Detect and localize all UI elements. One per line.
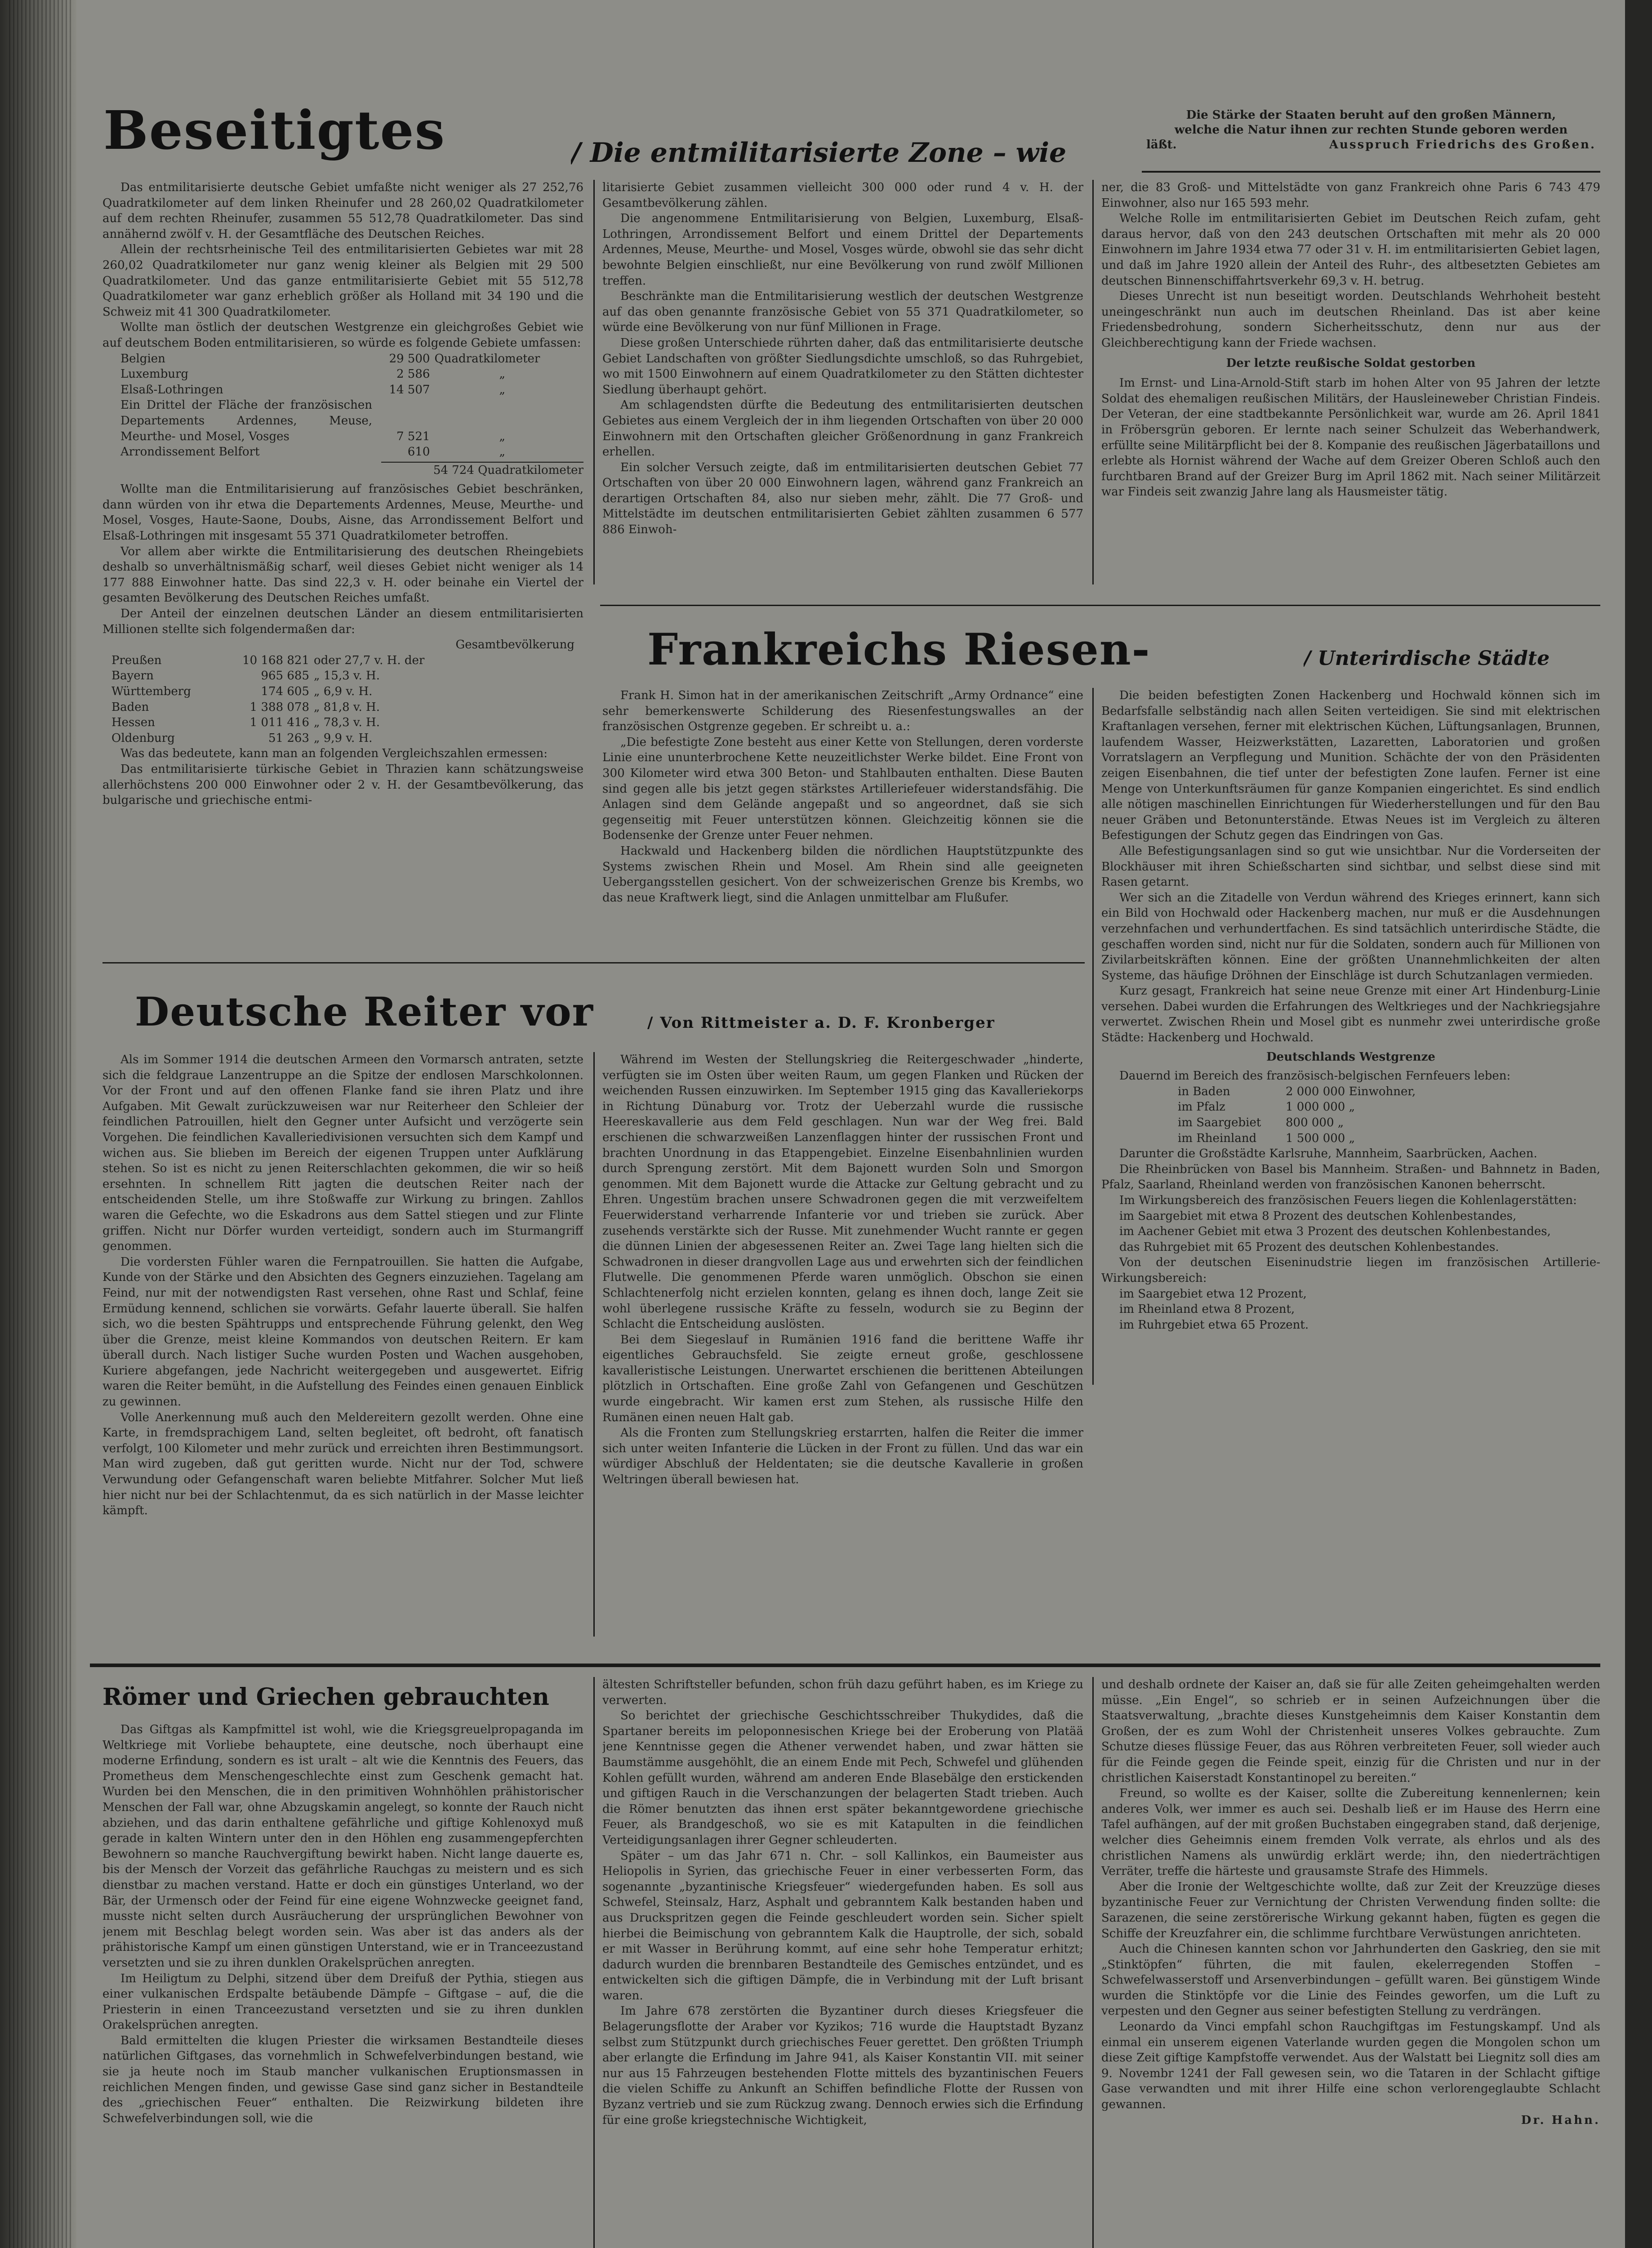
- population-row: [111, 653, 429, 669]
- column-rule: [1092, 688, 1094, 1385]
- article4-paragraph: So berichtet der griechische Geschichtsschreiber Thukydides, daß die Spartaner bereits im peloponnesischen Kriege bei der Eroberung von Platää jene Kenntnisse gegen die Athener verwendet haben, und zwar hätten sie Baumstämme ausgehöhlt, die an einem Ende mit Pech, Schwefel und glühenden Kohlen gefüllt wurden, während am anderen Ende Blasebälge den erstickenden und giftigen Rauch in die Verschanzungen der belagerten Stadt trieben. Auch die Römer benutzten das ihnen erst später bekanntgewordene griechische Feuer, als Brandgeschoß, wo sie es mit Katapulten in die feindlichen Verteidigungsanlagen ihrer Gegner schleuderten.: [602, 1709, 1083, 1847]
- article1-paragraph: Dieses Unrecht ist nun beseitigt worden. Deutschlands Wehrhoheit besteht uneingeschränkt nun auch im deutschen Rheinland. Das ist aber keine Friedensbedrohung, sondern Sicherheitsschutz, denn nur aus der Gleichberechtigung kann der Friede wachsen.: [1101, 290, 1600, 350]
- state-percent: „ 9,9 v. H.: [314, 731, 373, 745]
- article1-paragraph: Das entmilitarisierte türkische Gebiet in Thrazien kann schätzungsweise allerhöchstens 200 000 Einwohner oder 2 v. H. der Gesamtbevölkerung, das bulgarische und griechische entmi-: [102, 762, 583, 807]
- top-quote-last-row: [1142, 138, 1600, 152]
- article1-paragraph: Wollte man östlich der deutschen Westgrenze ein gleichgroßes Gebiet wie auf deutschem Boden entmilitarisieren, so würde es folgende Gebiete umfassen:: [102, 321, 583, 350]
- article3-paragraph: Während im Westen der Stellungskrieg die Reitergeschwader „hinderte, verfügten sie im Osten über weiten Raum, um gegen Flanken und Rücken der weichenden Russen einzuwirken. Im September 1915 ging das Kavalleriekorps in Richtung Dünaburg vor. Trotz der Ueberzahl wurde die russische Heereskavallerie aus dem Feld geschlagen. Nun war der Weg frei. Bald erschienen die schwarzweißen Lanzenflaggen hinter der russischen Front und brachten Unordnung in das Etappengebiet. Einzelne Eisenbahnlinien wurden durch Sprengung zerstört. Mit dem Bajonett wurden Soln und Smorgon genommen. Mit dem Bajonett wurde die Attacke zur Geltung gebracht und zu Ehren. Ungestüm brachen unsere Schwadronen gegen die mit verzweifeltem Feuerwiderstand verharrende Infanterie vor und trieben sie zurück. Aber zusehends verstärkte sich der Russe. Mit zunehmender Wucht rannte er gegen die dünnen Linien der abgesessenen Reiter an. Zwei Tage lang hielten sich die Schwadronen in dieser drangvollen Lage aus und erwehrten sich der feindlichen Flutwelle. Die genommenen Pferde waren unmöglich. Obschon sie einen Schlachtenerfolg nicht erzielen konnten, gelang es ihnen doch, lange Zeit sie wohl überlegene russische Kräfte zu fesseln, wodurch sie zu Beginn der Schlacht die Entscheidung auslösten.: [602, 1053, 1083, 1331]
- article4-paragraph: Bald ermittelten die klugen Priester die wirksamen Bestandteile dieses natürlichen Giftgases, das vornehmlich in Schwefelverbindungen bestand, wie sie ja heute noch im Staub mancher vulkanischen Eruptionsmassen in reichlichen Mengen finden, und gewisse Gase sind ganz sicher in Bestandteile des „griechischen Feuer“ enthalten. Die Reizwirkung bildeten ihre Schwefelverbindungen soll, wie die: [102, 2034, 583, 2125]
- border-title: Deutschlands Westgrenze: [1266, 1050, 1435, 1064]
- article1-paragraph: Diese großen Unterschiede rührten daher, daß das entmilitarisierte deutsche Gebiet Landschaften von größter Siedlungsdichte umschloß, so das Ruhrgebiet, wo mit 1500 Einwohnern auf einem Quadratkilometer zu den Stätten dichtester Siedlung überhaupt gehört.: [602, 336, 1083, 397]
- article3-paragraph: Die vordersten Fühler waren die Fernpatrouillen. Sie hatten die Aufgabe, Kunde von der Stärke und den Absichten des Gegners einzuziehen. Tagelang am Feind, nur mit der notwendigsten Rast versehen, ohne Rast und Schlaf, feine Ermüdung kennend, schlichen sie vorwärts. Gefahr lauerte überall. Sie halfen sich, wo die besten Spähtrupps und entsprechende Führung gelenkt, den Weg über die Grenze, meist kleine Kommandos von deutschen Reitern. Er kam überall durch. Nach listiger Suche wurden Posten und Wachen ausgehoben, Kuriere abgefangen, jede Nachricht weitergegeben und ausgewertet. Eifrig waren die Reiter bemüht, in die Aufstellung des Feindes einen genauen Einblick zu gewinnen.: [102, 1255, 583, 1409]
- area-table: [120, 351, 574, 460]
- article1-headline: Beseitigtes: [103, 99, 445, 161]
- article3-column1: [102, 1052, 583, 1637]
- border-region: im Rheinland: [1178, 1131, 1257, 1145]
- article2-paragraph: Kurz gesagt, Frankreich hat seine neue Grenze mit einer Art Hindenburg-Linie versehen. Dabei wurden die Erfahrungen des Weltkrieges und der Nachkriegsjahre verwertet. Zwischen Rhein und Mosel gibt es nunmehr zwei unterirdische große Städte: Hackenberg und Hochwald.: [1101, 984, 1600, 1045]
- article1-paragraph: litarisierte Gebiet zusammen vielleicht 300 000 oder rund 4 v. H. der Gesamtbevölkerung zählen.: [602, 181, 1083, 210]
- article2-column1: [602, 688, 1083, 980]
- border-value: 1 000 000 „: [1286, 1100, 1355, 1114]
- column-rule: [1092, 180, 1094, 584]
- article4-paragraph: Im Heiligtum zu Delphi, sitzend über dem Dreifuß der Pythia, stiegen aus einer vulkanischen Erdspalte betäubende Dämpfe – Giftgase – auf, die die Priesterin in einen Tranceezustand versetzten und sie zu ihren dunklen Orakelsprüchen anregten.: [102, 1971, 583, 2032]
- article4-paragraph: Auch die Chinesen kannten schon vor Jahrhunderten den Gaskrieg, den sie mit „Stinktöpfen“ führten, die mit faulen, ekelerregenden Stoffen – Schwefelwasserstoff und Arsenverbindungen – gefüllt waren. Bei günstigem Winde wurden die Stinktöpfe vor die Linie des Feindes geworfen, um die Luft zu verpesten und den Gegner aus seiner befestigten Stellung zu verdrängen.: [1101, 1942, 1600, 2018]
- article1-column3: [1101, 180, 1600, 602]
- border-value: 1 500 000 „: [1286, 1131, 1355, 1145]
- article2-paragraph: Alle Befestigungsanlagen sind so gut wie unsichtbar. Nur die Vorderseiten der Blockhäuser mit ihren Schießscharten sind sichtbar, und selbst diese sind mit Rasen getarnt.: [1101, 844, 1600, 889]
- coal-item: im Aachener Gebiet mit etwa 3 Prozent des deutschen Kohlenbestandes,: [1119, 1225, 1551, 1239]
- article4-paragraph: Leonardo da Vinci empfahl schon Rauchgiftgas im Festungskampf. Und als einmal ein unserem eigenen Vaterlande wurden gegen die Mongolen schon um diese Zeit giftige Kampfstoffe verwendet. Aus der Walstatt bei Liegnitz soll dies am 9. Novembr 1241 der Fall gewesen sein, wo die Tataren in der Schlacht giftige Gase verwandten und mit ihrer Hilfe eine schon verlorengeglaubte Schlacht gewannen.: [1101, 2020, 1600, 2112]
- population-row: [111, 731, 429, 746]
- border-intro: Dauernd im Bereich des französisch-belgischen Fernfeuers leben:: [1119, 1069, 1511, 1083]
- area-row: [120, 397, 574, 444]
- coal-item: im Saargebiet mit etwa 8 Prozent des deutschen Kohlenbestandes,: [1119, 1209, 1517, 1223]
- article3-subheadline: / Von Rittmeister a. D. F. Kronberger: [647, 1014, 995, 1032]
- book-binding: [0, 0, 76, 2248]
- article4-column3: [1101, 1677, 1600, 2248]
- soldier-article-title: Der letzte reußische Soldat gestorben: [1226, 356, 1476, 370]
- area-total: 54 724 Quadratkilometer: [381, 462, 583, 478]
- area-unit: „: [499, 445, 505, 459]
- border-value: 2 000 000 Einwohner,: [1286, 1084, 1416, 1098]
- article3-headline: Deutsche Reiter vor: [135, 988, 594, 1035]
- state-percent: oder 27,7 v. H. der: [314, 653, 425, 667]
- article3-paragraph: Volle Anerkennung muß auch den Meldereitern gezollt werden. Ohne eine Karte, in fremdsprachigem Land, selten begleitet, oft bedroht, oft fanatisch verfolgt, 100 Kilometer und mehr zurück und erreichten ihren Bestimmungsort. Man wird zugeben, daß gut geritten wurde. Nicht nur der Tod, schwere Verwundung oder Gefangenschaft waren beliebte Mitfahrer. Solcher Mut ließ hier nicht nur bei der Schlachtenmut, da es sich natürlich in der Masse leichter kämpft.: [102, 1410, 583, 1518]
- article2-paragraph: Wer sich an die Zitadelle von Verdun während des Krieges erinnert, kann sich ein Bild von Hochwald oder Hackenberg machen, nur muß er die Ausdehnungen verzehnfachen und verhundertfachen. Es sind tatsächlich unterirdische Städte, die geschaffen worden sind, nicht nur für die Soldaten, sondern auch für Millionen von Zivilarbeitskräften können. Eine der größten Unannehmlichkeiten der alten Systeme, das häufige Dröhnen der Einschläge ist durch Schutzanlagen vermieden.: [1101, 891, 1600, 982]
- area-unit: „: [499, 383, 505, 397]
- area-value: 2 586: [396, 367, 430, 381]
- article2-paragraph: Die beiden befestigten Zonen Hackenberg und Hochwald können sich im Bedarfsfalle selbständig nach allen Seiten verteidigen. Sie sind mit elektrischen Kraftanlagen versehen, ferner mit elektrischen Küchen, Lüftungsanlagen, Brunnen, laufendem Wasser, Heizwerkstätten, Lazaretten, Laboratorien und großen Vorratslagern an Verpflegung und Munition. Schächte der von den Präsidenten zeigen Eisenbahnen, die tief unter der befestigten Zone laufen. Ferner ist eine Menge von Unterkunftsräumen für ganze Kompanien eingerichtet. Es sind endlich alle nötigen maschinellen Einrichtungen für Wiederherstellungen und für den Bau neuer Gräben und Betonunterstände. Etwas Neues ist im Vergleich zu älteren Befestigungen der Schutz gegen das Eindringen von Gas.: [1101, 689, 1600, 843]
- article2-paragraph: Von der deutschen Eiseninudstrie liegen im französischen Artillerie-Wirkungsbereich:: [1101, 1256, 1600, 1285]
- border-table: [1178, 1084, 1420, 1146]
- article3-paragraph: Bei dem Siegeslauf in Rumänien 1916 fand die berittene Waffe ihr eigentliches Gebrauchsfeld. Sie zeigte erneut große, geschlossene kavalleristische Leistungen. Unerwartet erschienen die berittenen Abteilungen plötzlich in Ortschaften. Eine große Zahl von Gefangenen und Geschützen wurde eingebracht. Wir kamen erst zum Stehen, als russische Hilfe den Rumänen einen neuen Halt gab.: [602, 1333, 1083, 1424]
- state-percent: „ 81,8 v. H.: [314, 700, 380, 714]
- state-name: Baden: [111, 700, 149, 714]
- area-row: [120, 444, 574, 460]
- article2-paragraph: Im Wirkungsbereich des französischen Feuers liegen die Kohlenlagerstätten:: [1119, 1194, 1577, 1207]
- border-row: [1178, 1099, 1420, 1115]
- article3-paragraph: Als die Fronten zum Stellungskrieg erstarrten, halfen die Reiter die immer sich unter weiten Infanterie die Lücken in der Front zu füllen. Und das war ein würdiger Abschluß der Heldentaten; sie die deutsche Kavallerie in großen Weltringen überall bewiesen hat.: [602, 1426, 1083, 1487]
- article4-paragraph: Später – um das Jahr 671 n. Chr. – soll Kallinkos, ein Baumeister aus Heliopolis in Syrien, das griechische Feuer in einer verbesserten Form, das sogenannte „byzantinische Kriegsfeuer“ wiedergefunden haben. Es soll aus Schwefel, Steinsalz, Harz, Asphalt und gebranntem Kalk bestanden haben und aus Druckspritzen gegen die Feinde geschleudert worden sein. Sicher spielt hierbei die Beimischung von gebranntem Kalk die Hauptrolle, der sich, sobald er mit Wasser in Berührung kommt, auf eine sehr hohe Temperatur erhitzt; dadurch wurden die brennbaren Bestandteile des Gemisches entzündet, und es entwickelten sich die giftigen Dämpfe, die in Verbindung mit der Luft brisant waren.: [602, 1849, 1083, 2003]
- article4-paragraph: Im Jahre 678 zerstörten die Byzantiner durch dieses Kriegsfeuer die Belagerungsflotte der Araber vor Kyzikos; 716 wurde die Hauptstadt Byzanz selbst zum Stützpunkt durch griechisches Feuer gerettet. Den größten Triumph aber erlangte die Erfindung im Jahre 941, als Kaiser Konstantin VII. mit seiner nur aus 15 Fahrzeugen bestehenden Flotte mittels des byzantinischen Feuers die vielen Schiffe zu Ankunft an Schiffen befindliche Flotte der Russen von Byzanz vertrieb und sie zum Rückzug zwang. Dennoch erwies sich die Erfindung für eine große kriegstechnische Wichtigkeit,: [602, 2004, 1083, 2127]
- area-name: Luxemburg: [120, 367, 189, 381]
- column-rule: [593, 180, 595, 584]
- area-value: 610: [407, 445, 430, 459]
- area-name: Elsaß-Lothringen: [120, 383, 223, 397]
- article4-column2: [602, 1677, 1083, 2248]
- state-value: 10 168 821: [242, 653, 309, 667]
- state-value: 174 605: [261, 685, 309, 698]
- column-rule: [593, 1052, 595, 1637]
- area-unit: „: [499, 367, 505, 381]
- state-value: 965 685: [261, 669, 309, 683]
- population-row: [111, 715, 429, 731]
- article1-subheadline: / Die entmilitarisierte Zone – wie: [571, 137, 1067, 169]
- article1-paragraph: Was das bedeutete, kann man an folgenden Vergleichszahlen ermessen:: [120, 747, 548, 761]
- state-name: Preußen: [111, 653, 162, 667]
- soldier-article-body: Im Ernst- und Lina-Arnold-Stift starb im hohen Alter von 95 Jahren der letzte Soldat des ehemaligen reußischen Militärs, der Hausleineweber Christian Findeis. Der Veteran, der eine stadtbekannte Persönlichkeit war, wurde am 26. April 1841 in Fröbersgrün geboren. Er lernte nach seiner Schulzeit das Weberhandwerk, erfüllte seine Militärpflicht bei der 8. Kompanie des reußischen Jägerbataillons und erlebte als Hornist während der Wache auf dem Greizer Oberen Schloß auch den furchtbaren Brand auf der Greizer Burg im April 1862 mit. Nach seiner Militärzeit war Findeis seit zwanzig Jahre lang als Hausmeister tätig.: [1101, 376, 1600, 499]
- area-row: [120, 351, 574, 367]
- top-quote-line2: welche die Natur ihnen zur rechten Stunde geboren werden: [1174, 123, 1568, 137]
- article4-paragraph: Das Giftgas als Kampfmittel ist wohl, wie die Kriegsgreuelpropaganda im Weltkriege mit Vorliebe behauptete, eine deutsche, noch überhaupt eine moderne Erfindung, sondern es ist uralt – alt wie die Kenntnis des Feuers, das Prometheus dem Menschengeschlechte einst zum Geschenk gemacht hat. Wurden bei den Menschen, die in den primitiven Wohnhöhlen prähistorischer Menschen der Fall war, ohne Abzugskamin angelegt, so konnte der Rauch nicht abziehen, und das darin enthaltene gefährliche und giftige Kohlenoxyd muß gerade in kalten Wintern unter den in den Höhlen eng zusammengepferchten Bewohnern so manche Rauchvergiftung bewirkt haben. Nicht lange dauerte es, bis der Mensch der Vorzeit das gefährliche Rauchgas zu meistern und es sich dienstbar zu machen verstand. Hatte er doch ein günstiges Unterland, wo der Bär, der Urmensch oder der Feind für eine eigene Wohnzwecke geeignet fand, musste nicht selten durch Ausräucherung der ursprünglichen Bewohner von jenem mit Beschlag belegt worden sein. Was aber ist das anders als der prähistorische Kampf um einen günstigen Unterstand, wie er in Tranceezustand versetzten und sie zu ihren dunklen Orakelsprüchen anregten.: [102, 1723, 583, 1970]
- area-value: 7 521: [396, 429, 430, 443]
- border-region: in Baden: [1178, 1084, 1230, 1098]
- iron-list: [1101, 1286, 1600, 1333]
- state-value: 1 011 416: [249, 716, 309, 730]
- article1-column2: [602, 180, 1083, 602]
- article1-paragraph: Der Anteil der einzelnen deutschen Länder an diesem entmilitarisierten Millionen stellte sich folgendermaßen dar:: [102, 607, 583, 636]
- binding-edge-lines: [9, 0, 72, 2248]
- top-quote-line3: läßt.: [1146, 138, 1177, 152]
- article1-paragraph: Die angenommene Entmilitarisierung von Belgien, Luxemburg, Elsaß-Lothringen, Arrondissement Belfort und einem Drittel der Departements Ardennes, Meuse, Meurthe- und Mosel, Vosges würde, obwohl sie das sehr dicht bewohnte Belgien einschließt, nur eine Bevölkerung von rund zwölf Millionen treffen.: [602, 212, 1083, 288]
- state-name: Oldenburg: [111, 731, 175, 745]
- article1-paragraph: Das entmilitarisierte deutsche Gebiet umfaßte nicht weniger als 27 252,76 Quadratkilometer auf dem linken Rheinufer und 28 260,02 Quadratkilometer auf dem rechten Rheinufer, zusammen 55 512,78 Quadratkilometer. Das sind annähernd zwölf v. H. der Gesamtfläche des Deutschen Reiches.: [102, 181, 583, 241]
- top-quote-line1: Die Stärke der Staaten beruht auf den großen Männern,: [1186, 108, 1556, 122]
- article4-paragraph: Aber die Ironie der Weltgeschichte wollte, daß zur Zeit der Kreuzzüge dieses byzantinische Feuer zur Vernichtung der Christen Verwendung finden sollte: die Sarazenen, die seine zerstörerische Wirkung gekannt haben, fügten es gegen die Schiffe der Kreuzfahrer ein, die schlimme furchtbare Verwüstungen anrichteten.: [1101, 1880, 1600, 1940]
- article1-paragraph: Vor allem aber wirkte die Entmilitarisierung des deutschen Rheingebiets deshalb so unverhältnismäßig scharf, weil dieses Gebiet nicht weniger als 14 177 888 Einwohner hatte. Das sind 22,3 v. H. oder beinahe ein Viertel der gesamten Bevölkerung des Deutschen Reiches umfaßt.: [102, 544, 583, 605]
- article2-column2: [1101, 688, 1600, 1389]
- population-row: [111, 684, 429, 700]
- article2-paragraph: Die Rheinbrücken von Basel bis Mannheim. Straßen- und Bahnnetz in Baden, Pfalz, Saarland, Rheinland werden von französischen Kanonen beherrscht.: [1101, 1162, 1600, 1192]
- article4-paragraph: und deshalb ordnete der Kaiser an, daß sie für alle Zeiten geheimgehalten werden müsse. „Ein Engel“, so schrieb er in seinen Aufzeichnungen über die Staatsverwaltung, „brachte dieses Kunstgeheimnis dem Kaiser Konstantin dem Großen, der es zum Wohl der Christenheit unseres Volkes gebrauchte. Zum Schutze dieses flüssige Feuer, das aus Röhren verbreiteten Feuer, soll wieder auch für die Feinde gegen die Feinde speit, einzig für die Christen und nur in der christlichen Kaiserstadt Konstantinopel zu bereiten.“: [1101, 1678, 1600, 1785]
- article1-paragraph: Welche Rolle im entmilitarisierten Gebiet im Deutschen Reich zufam, geht daraus hervor, daß von den 243 deutschen Ortschaften mit mehr als 20 000 Einwohnern im Jahre 1934 etwa 77 oder 31 v. H. im entmilitarisierten Gebiet lagen, und daß im Jahre 1920 allein der Anteil des Ruhr-, des altbesetzten Gebietes am deutschen Binnenschiffahrtsverkehr 69,3 v. H. betrug.: [1101, 212, 1600, 288]
- area-unit: „: [499, 429, 505, 443]
- article4-signature: Dr. Hahn.: [1521, 2113, 1600, 2127]
- area-name: Arrondissement Belfort: [120, 445, 260, 459]
- border-row: [1178, 1131, 1420, 1146]
- article2-paragraph: Darunter die Großstädte Karlsruhe, Mannheim, Saarbrücken, Aachen.: [1119, 1147, 1537, 1161]
- article2-headline: Frankreichs Riesen-: [647, 624, 1151, 675]
- article4-paragraph: Freund, so wollte es der Kaiser, sollte die Zubereitung kennenlernen; kein anderes Volk, wer immer es auch sei. Deshalb ließ er im Hause des Herrn eine Tafel aufhängen, auf der mit großen Buchstaben eingegraben stand, daß derjenige, welcher dies Geheimnis einem fremden Volk verrate, als ehrlos und als des christlichen Namens als unwürdig erklärt werde; ihn, den niederträchtigen Verräter, treffe die härteste und grausamste Strafe des Himmels.: [1101, 1787, 1600, 1878]
- iron-item: im Saargebiet etwa 12 Prozent,: [1119, 1287, 1307, 1301]
- column-rule: [1092, 1677, 1094, 2248]
- article1-paragraph: Am schlagendsten dürfte die Bedeutung des entmilitarisierten deutschen Gebietes aus einem Vergleich der in ihm liegenden Ortschaften von über 20 000 Einwohnern mit den Ortschaften gleicher Größenordnung in ganz Frankreich erhellen.: [602, 398, 1083, 459]
- population-row: [111, 700, 429, 715]
- area-name: Ein Drittel der Fläche der französischen Departements Ardennes, Meuse, Meurthe- und Mosel, Vosges: [120, 398, 372, 443]
- state-name: Bayern: [111, 669, 154, 683]
- article2-paragraph: Hackwald und Hackenberg bilden die nördlichen Hauptstützpunkte des Systems zwischen Rhein und Mosel. Am Rhein sind alle geeigneten Uebergangsstellen gesichert. Von der schweizerischen Grenze bis Krembs, wo das neue Kraftwerk liegt, sind die Anlagen unmittelbar am Flußufer.: [602, 844, 1083, 905]
- article4-paragraph: ältesten Schriftsteller befunden, schon früh dazu geführt haben, es im Kriege zu verwerten.: [602, 1678, 1083, 1707]
- top-quote-attribution: Ausspruch Friedrichs des Großen.: [1329, 138, 1596, 152]
- border-region: im Saargebiet: [1178, 1116, 1261, 1130]
- article2-paragraph: Frank H. Simon hat in der amerikanischen Zeitschrift „Army Ordnance“ eine sehr bemerkenswerte Schilderung des Riesenfestungswalles an der französischen Ostgrenze gegeben. Er schreibt u. a.:: [602, 689, 1083, 734]
- population-header: Gesamtbevölkerung: [455, 638, 574, 652]
- area-unit: Quadratkilometer: [434, 352, 540, 366]
- state-value: 1 388 078: [249, 700, 309, 714]
- article1-paragraph: Allein der rechtsrheinische Teil des entmilitarisierten Gebietes war mit 28 260,02 Quadratkilometer nur ganz wenig kleiner als Belgien mit 29 500 Quadratkilometer. Und das ganze entmilitarisierte Gebiet mit 55 512,78 Quadratkilometer war ganz erheblich größer als Holland mit 34 190 und die Schweiz mit 41 300 Quadratkilometer.: [102, 243, 583, 319]
- area-name: Belgien: [120, 352, 165, 366]
- population-table: [111, 653, 429, 746]
- area-row: [120, 366, 574, 382]
- top-quote: [1142, 108, 1600, 166]
- section-rule: [102, 962, 1085, 963]
- page-right-edge: [1625, 0, 1652, 2248]
- article1-paragraph: Wollte man die Entmilitarisierung auf französisches Gebiet beschränken, dann würden von ihr etwa die Departements Ardennes, Meuse, Meurthe- und Mosel, Vosges, Haute-Saone, Doubs, Aisne, das Arrondissement Belfort und Elsaß-Lothringen mit insgesamt 55 371 Quadratkilometer betroffen.: [102, 482, 583, 543]
- section-rule-thick: [90, 1664, 1600, 1667]
- state-name: Hessen: [111, 716, 155, 730]
- area-value: 29 500: [389, 352, 430, 366]
- column-rule: [593, 1677, 595, 2248]
- article2-paragraph: „Die befestigte Zone besteht aus einer Kette von Stellungen, deren vorderste Linie eine ununterbrochene Kette neuzeitlichster Werke bildet. Eine Front von 300 Kilometer wird etwa 300 Beton- und Stahlbauten enthalten. Diese Bauten sind gegen alle bis jetzt gegen stärkstes Artilleriefeuer widerstandsfähig. Die Anlagen sind dem Gelände angepaßt und so angeordnet, daß sie sich gegenseitig mit Feuer unterstützen können. Gleichzeitig können sie die Bodensenke der Grenze unter Feuer nehmen.: [602, 735, 1083, 843]
- state-value: 51 263: [268, 731, 309, 745]
- border-row: [1178, 1115, 1420, 1131]
- article3-column2: [602, 1052, 1083, 1637]
- article4-headline: Römer und Griechen gebrauchten: [102, 1683, 549, 1711]
- article2-subheadline: / Unterirdische Städte: [1304, 647, 1550, 670]
- state-name: Württemberg: [111, 685, 191, 698]
- coal-item: das Ruhrgebiet mit 65 Prozent des deutschen Kohlenbestandes.: [1119, 1240, 1499, 1254]
- border-region: im Pfalz: [1178, 1100, 1225, 1114]
- border-value: 800 000 „: [1286, 1116, 1344, 1130]
- state-percent: „ 15,3 v. H.: [314, 669, 380, 683]
- article1-paragraph: Ein solcher Versuch zeigte, daß im entmilitarisierten deutschen Gebiet 77 Ortschaften von über 20 000 Einwohnern lagen, während ganz Frankreich an derartigen Ortschaften 84, also nur sieben mehr, zählt. Die 77 Groß- und Mittelstädte im deutschen entmilitarisierten Gebiet zählten zusammen 6 577 886 Einwoh-: [602, 460, 1083, 537]
- top-quote-rule: [1142, 171, 1600, 173]
- state-percent: „ 6,9 v. H.: [314, 685, 373, 698]
- coal-list: [1101, 1209, 1600, 1255]
- border-row: [1178, 1084, 1420, 1100]
- section-rule: [600, 605, 1600, 606]
- area-row: [120, 382, 574, 398]
- article1-paragraph: Beschränkte man die Entmilitarisierung westlich der deutschen Westgrenze auf das oben genannte französische Gebiet von 55 371 Quadratkilometer, so würde eine Bevölkerung von nur fünf Millionen in Frage.: [602, 290, 1083, 335]
- iron-item: im Ruhrgebiet etwa 65 Prozent.: [1119, 1318, 1309, 1332]
- state-percent: „ 78,3 v. H.: [314, 716, 380, 730]
- article3-paragraph: Als im Sommer 1914 die deutschen Armeen den Vormarsch antraten, setzte sich die feldgraue Lanzentruppe an die Spitze der endlosen Marschkolonnen. Vor der Front und auf den offenen Flanke fand sie ihren Platz und ihre Aufgaben. Mit Gewalt zurückzuweisen war nur Reiterheer den Schleier der feindlichen Patrouillen, hielt den Gegner unter Aufsicht und verzögerte sein Vorgehen. Die feindlichen Kavalleriedivisionen versuchten sich dem Kampf und wichen aus. Sie blieben im Bereich der eigenen Truppen unter Aufklärung stehen. So ist es nicht zu jenen Reiterschlachten gekommen, die wir so heiß ersehnten. In schnellem Ritt jagten die deutschen Reiter nach der entscheidenden Stelle, um ihre Stoßwaffe zur Wirkung zu bringen. Zahllos waren die Gefechte, wo die Eskadrons aus dem Sattel stiegen und zur Flinte griffen. Nicht nur Dörfer wurden verteidigt, sondern auch im Sturmangriff genommen.: [102, 1053, 583, 1253]
- iron-item: im Rheinland etwa 8 Prozent,: [1119, 1302, 1295, 1316]
- article4-column1: [102, 1722, 583, 2248]
- article1-paragraph: ner, die 83 Groß- und Mittelstädte von ganz Frankreich ohne Paris 6 743 479 Einwohner, also nur 165 593 mehr.: [1101, 181, 1600, 210]
- area-value: 14 507: [389, 383, 430, 397]
- population-row: [111, 668, 429, 684]
